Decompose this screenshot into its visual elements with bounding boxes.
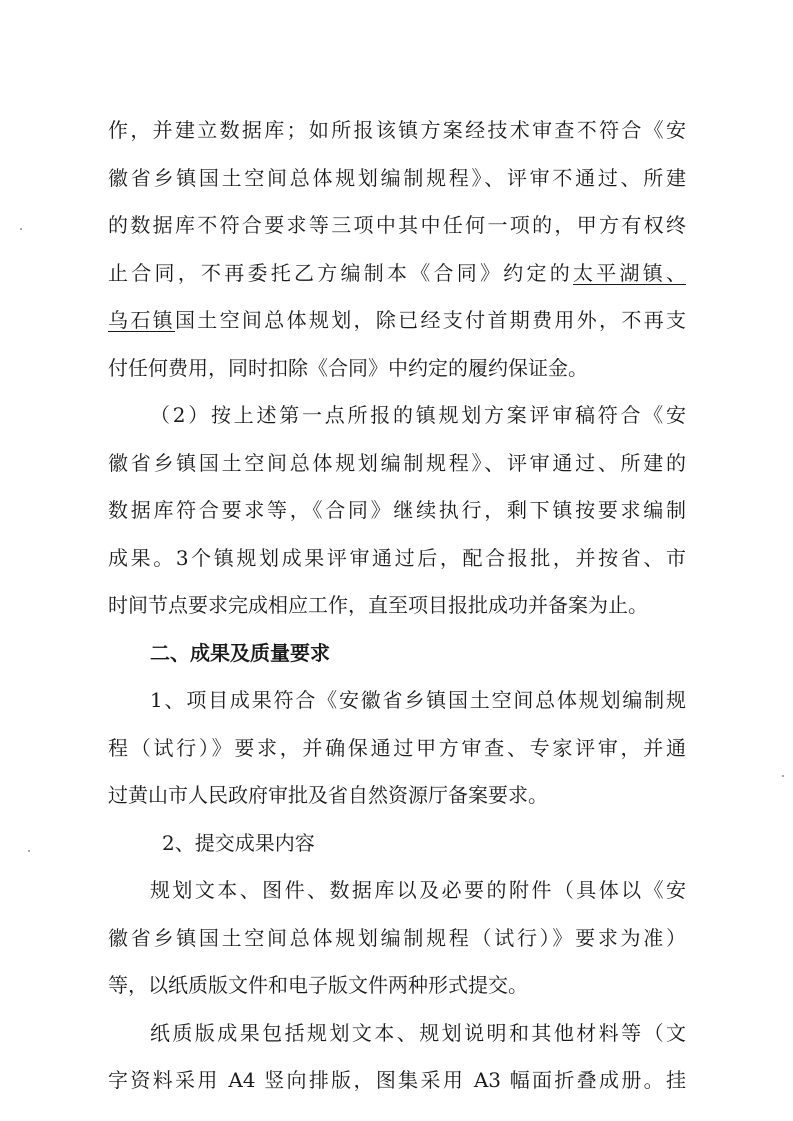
paragraph-line-14: 程（试行）》要求，并确保通过甲方审查、专家评审，并通 [108,736,686,760]
paragraph-line-18: 徽省乡镇国土空间总体规划编制规程（试行）》要求为准） [108,926,686,950]
paragraph-line-11: 时间节点要求完成相应工作，直至项目报批成功并备案为止。 [108,593,648,617]
underlined-town-name: 乌石镇 [108,308,175,332]
subsection-heading: 2、提交成果内容 [162,831,315,855]
paragraph-line-9: 数据库符合要求等，《合同》继续执行，剩下镇按要求编制 [108,498,686,522]
scan-speck [28,850,30,852]
paragraph-line-17: 规划文本、图件、数据库以及必要的附件（具体以《安 [150,878,686,902]
paragraph-line-1: 作，并建立数据库；如所报该镇方案经技术审查不符合《安 [108,118,686,142]
paragraph-line-5 [108,308,686,332]
section-heading: 二、成果及质量要求 [150,641,330,665]
contract-text: 止合同，不再委托乙方编制本《合同》约定的 [108,261,573,285]
contract-text: 国土空间总体规划，除已经支付首期费用外，不再支 [174,308,686,332]
paragraph-line-6: 付任何费用，同时扣除《合同》中约定的履约保证金。 [108,356,588,380]
paragraph-line-7: （2）按上述第一点所报的镇规划方案评审稿符合《安 [150,403,686,427]
paragraph-line-10: 成果。3个镇规划成果评审通过后，配合报批，并按省、市 [108,546,686,570]
underlined-town-names: 太平湖镇、 [573,261,686,285]
paragraph-line-8: 徽省乡镇国土空间总体规划编制规程》、评审通过、所建的 [108,451,686,475]
paragraph-line-13: 1、项目成果符合《安徽省乡镇国土空间总体规划编制规 [150,688,686,712]
paragraph-line-21: 字资料采用 A4 竖向排版，图集采用 A3 幅面折叠成册。挂 [108,1068,686,1092]
scan-speck [20,228,22,230]
paragraph-line-20: 纸质版成果包括规划文本、规划说明和其他材料等（文 [150,1021,686,1045]
paragraph-line-4 [108,261,686,285]
paragraph-line-15: 过黄山市人民政府审批及省自然资源厅备案要求。 [108,783,548,807]
paragraph-line-2: 徽省乡镇国土空间总体规划编制规程》、评审不通过、所建 [108,166,686,190]
scan-speck [782,775,784,777]
paragraph-line-19: 等，以纸质版文件和电子版文件两种形式提交。 [108,973,528,997]
paragraph-line-3: 的数据库不符合要求等三项中其中任何一项的，甲方有权终 [108,213,686,237]
